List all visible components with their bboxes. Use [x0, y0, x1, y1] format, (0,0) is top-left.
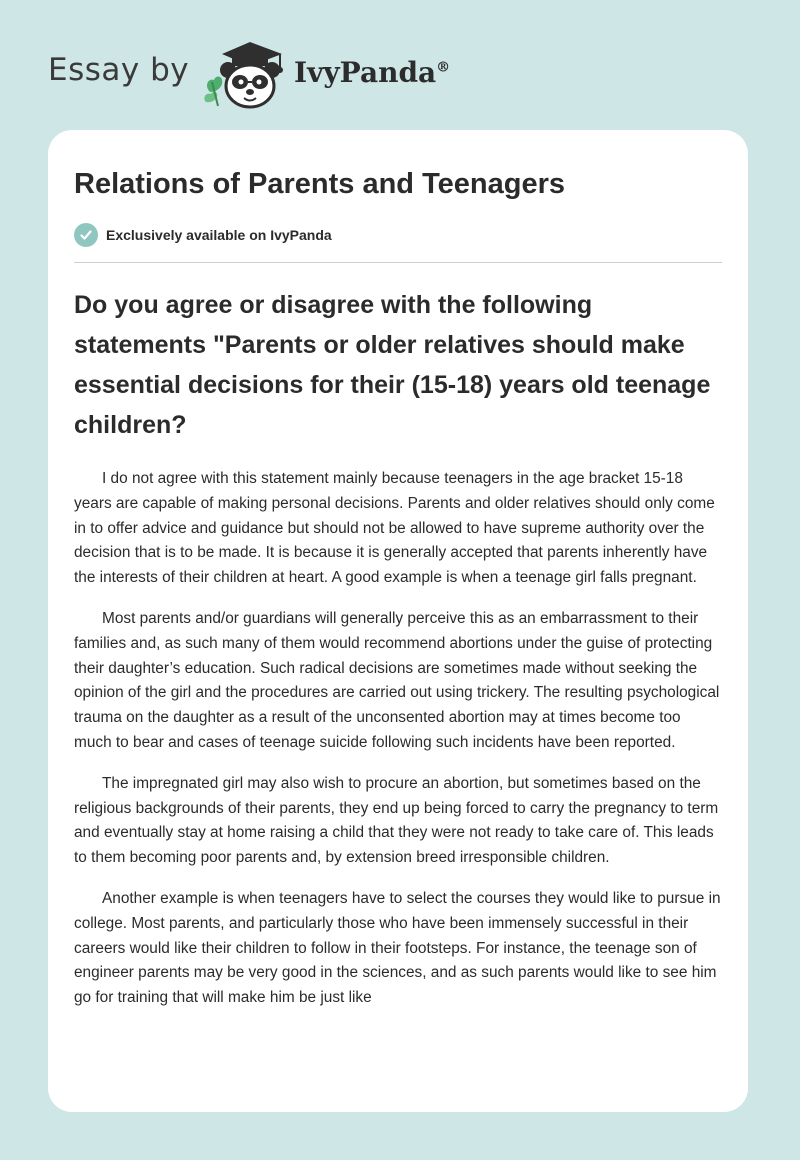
essay-card — [48, 130, 748, 1112]
registered-mark: ® — [436, 59, 451, 76]
paragraph: Another example is when teenagers have to select the courses they would like to pursue in college. Most parents, and particularly those who have been immensely successful in their careers would like their children to follow in their footsteps. For instance, the teenage son of engineer parents may be very good in the sciences, and as such parents would like to see him go for training that will make him be just like — [74, 889, 721, 1007]
divider — [74, 262, 722, 263]
essay-question-heading: Do you agree or disagree with the following statements "Parents or older relatives should make essential decisions for their (15-18) years old teenage children? — [74, 291, 711, 439]
page-title: Relations of Parents and Teenagers — [74, 168, 565, 200]
paragraph: Most parents and/or guardians will generally perceive this as an embarrassment to their families and, as such many of them would recommend abortions under the guise of protecting their daughter’s education. Such radical decisions are sometimes made without seeking the opinion of the girl and the procedures are carried out using trickery. The resulting psychological trauma on the daughter as a result of the unconsented abortion may at times become too much to bear and cases of teenage suicide following such incidents have been reported. — [74, 609, 720, 751]
brand-name-text: IvyPanda — [294, 56, 437, 89]
ivypanda-panda-logo[interactable] — [202, 34, 290, 110]
panda-icon — [202, 34, 290, 110]
check-circle-icon — [74, 223, 98, 247]
paragraph: I do not agree with this statement mainly because teenagers in the age bracket 15-18 years are capable of making personal decisions. Parents and older relatives should only come in to offer advice and guidance but should not be allowed to have supreme authority over the decision that is to be made. It is because it is generally accepted that parents inherently have the interests of their children at heart. A good example is when a teenage girl falls pregnant. — [74, 470, 715, 587]
brand-name[interactable] — [294, 56, 450, 89]
essay-body — [74, 467, 722, 1011]
essay-content — [74, 130, 722, 1027]
exclusive-label: Exclusively available on IvyPanda — [106, 227, 332, 243]
essay-by-label: Essay by — [48, 52, 190, 88]
exclusive-badge — [74, 222, 722, 248]
site-header — [48, 34, 568, 110]
paragraph: The impregnated girl may also wish to procure an abortion, but sometimes based on the religious backgrounds of their parents, they end up being forced to carry the pregnancy to term and eventually stay at home raising a child that they were not ready to take care of. This leads to them becoming poor parents and, by extension breed irresponsible children. — [74, 774, 719, 867]
